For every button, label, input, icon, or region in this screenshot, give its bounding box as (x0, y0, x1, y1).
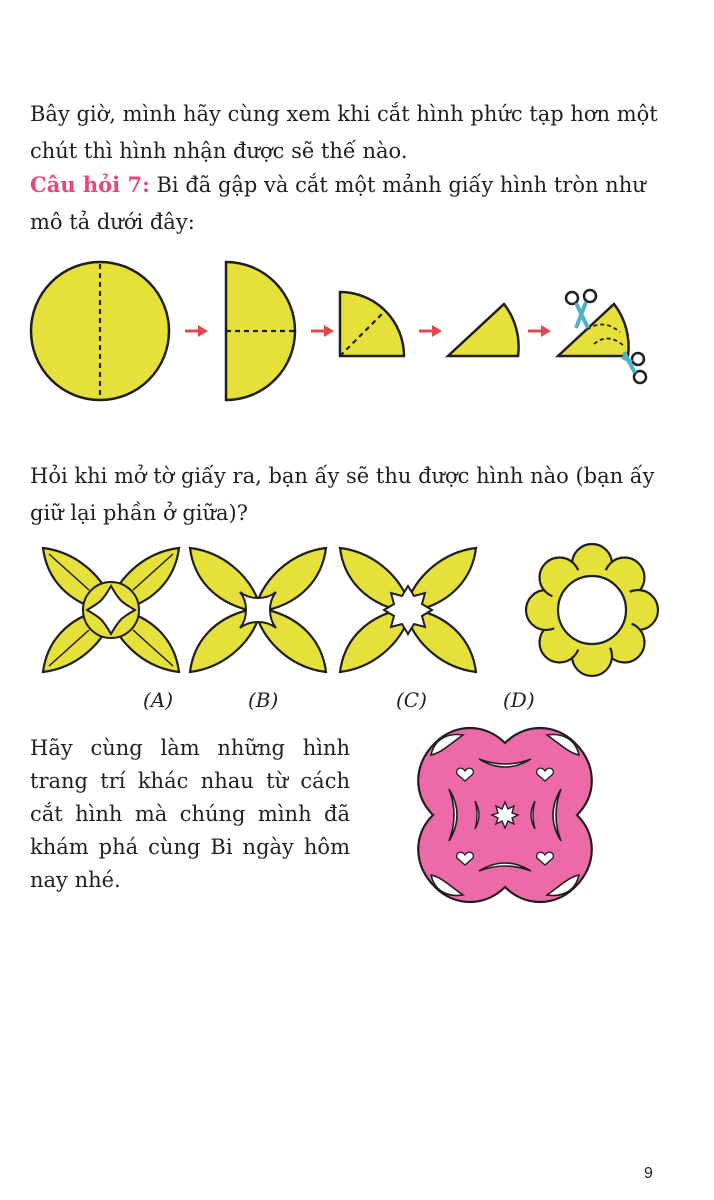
option-c-shape[interactable] (340, 548, 476, 672)
closing-paragraph: Hãy cùng làm những hình trang trí khác nhau từ cách cắt hình mà chúng mình đã khám phá cùng Bi ngày hôm nay nhé. (30, 736, 350, 892)
half-circle-paper (226, 262, 295, 400)
folding-steps-diagram (28, 256, 668, 406)
question-paragraph (30, 166, 670, 241)
page-number: 9 (644, 1165, 653, 1182)
option-c-label: (C) (396, 688, 427, 712)
option-d-label: (D) (503, 688, 535, 712)
answer-options-figures (26, 540, 666, 680)
option-d-shape[interactable] (526, 544, 658, 676)
scissors-icon (566, 290, 596, 328)
scissors-icon (622, 352, 646, 383)
option-a-shape[interactable] (43, 548, 179, 672)
option-b-shape[interactable] (190, 548, 326, 672)
pink-paper-cut-decoration (410, 720, 600, 910)
cut-eighth-paper (558, 304, 629, 356)
full-circle-paper (31, 262, 169, 400)
eighth-circle-paper (448, 304, 519, 356)
quarter-circle-paper (340, 292, 404, 356)
question-label: Câu hỏi 7: (30, 172, 150, 197)
right-arrow-icon (185, 325, 208, 337)
ask-paragraph: Hỏi khi mở tờ giấy ra, bạn ấy sẽ thu được hình nào (bạn ấy giữ lại phần ở giữa)? (30, 464, 655, 525)
intro-paragraph: Bây giờ, mình hãy cùng xem khi cắt hình phức tạp hơn một chút thì hình nhận được sẽ thế nào. (30, 102, 658, 163)
option-a-label: (A) (143, 688, 174, 712)
right-arrow-icon (419, 325, 442, 337)
option-b-label: (B) (248, 688, 279, 712)
right-arrow-icon (311, 325, 334, 337)
question-text: Bi đã gập và cắt một mảnh giấy hình tròn như mô tả dưới đây: (30, 173, 646, 234)
right-arrow-icon (528, 325, 551, 337)
